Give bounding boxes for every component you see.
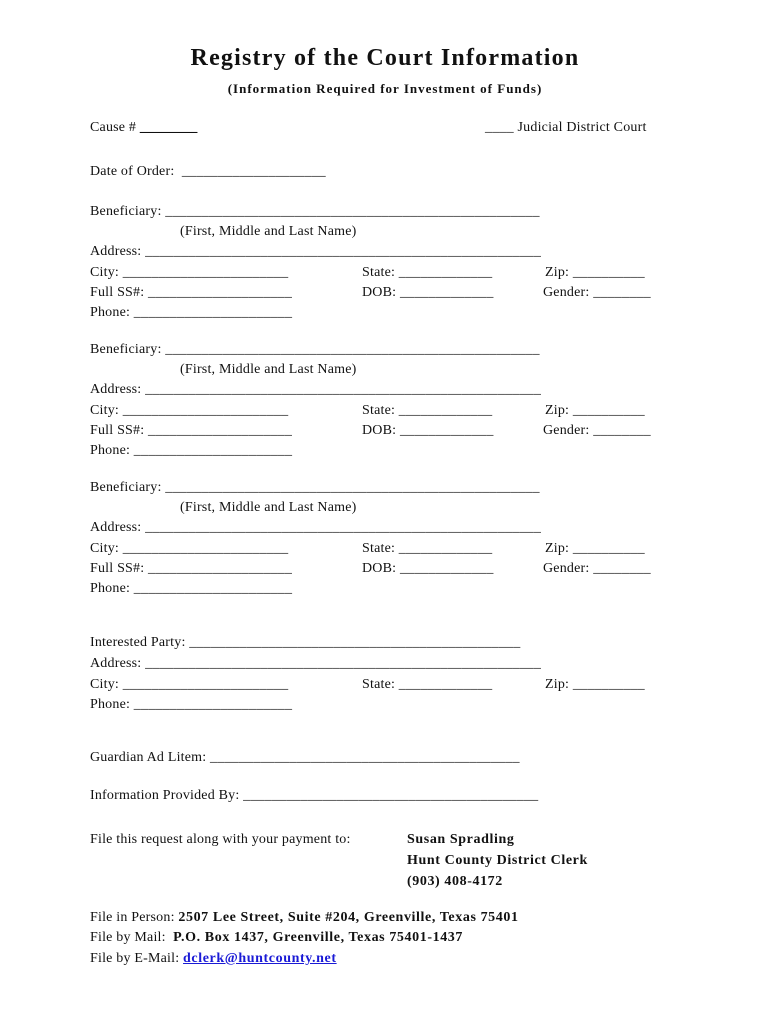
date-of-order-field[interactable] xyxy=(90,164,326,180)
beneficiary-state-field[interactable]: State: _____________ xyxy=(362,541,493,556)
interested-party-state-field[interactable]: State: _____________ xyxy=(362,677,493,692)
interested-party-field[interactable]: Interested Party: ______________________________________________ xyxy=(90,635,521,650)
file-in-person-label: File in Person: xyxy=(90,910,175,925)
clerk-phone: (903) 408-4172 xyxy=(407,874,503,889)
interested-party-address-field[interactable]: Address: _______________________________________________________ xyxy=(90,656,542,671)
beneficiary-address-field[interactable]: Address: _______________________________________________________ xyxy=(90,244,542,259)
court-blank[interactable]: ____ xyxy=(485,120,514,135)
beneficiary-address-field[interactable]: Address: _______________________________________________________ xyxy=(90,520,542,535)
beneficiary-city-field[interactable]: City: _______________________ xyxy=(90,265,289,280)
interested-party-phone-field[interactable]: Phone: ______________________ xyxy=(90,697,293,712)
beneficiary-gender-field[interactable]: Gender: ________ xyxy=(543,423,651,438)
cause-label: Cause # xyxy=(90,120,137,135)
file-in-person-line xyxy=(90,910,519,926)
payment-instruction: File this request along with your payment to: xyxy=(90,832,351,847)
name-hint: (First, Middle and Last Name) xyxy=(180,362,357,377)
beneficiary-name-field[interactable]: Beneficiary: ____________________________________________________ xyxy=(90,342,540,357)
beneficiary-zip-field[interactable]: Zip: __________ xyxy=(545,403,645,418)
file-in-person-address: 2507 Lee Street, Suite #204, Greenville, Texas 75401 xyxy=(178,910,519,925)
date-blank[interactable]: ____________________ xyxy=(181,164,326,179)
file-by-mail-line xyxy=(90,930,463,946)
beneficiary-gender-field[interactable]: Gender: ________ xyxy=(543,561,651,576)
beneficiary-phone-field[interactable]: Phone: ______________________ xyxy=(90,581,293,596)
beneficiary-city-field[interactable]: City: _______________________ xyxy=(90,403,289,418)
interested-party-city-field[interactable]: City: _______________________ xyxy=(90,677,289,692)
beneficiary-gender-field[interactable]: Gender: ________ xyxy=(543,285,651,300)
page-subtitle: (Information Required for Investment of Funds) xyxy=(227,81,543,96)
beneficiary-ssn-field[interactable]: Full SS#: ____________________ xyxy=(90,561,293,576)
beneficiary-zip-field[interactable]: Zip: __________ xyxy=(545,541,645,556)
beneficiary-phone-field[interactable]: Phone: ______________________ xyxy=(90,305,293,320)
beneficiary-state-field[interactable]: State: _____________ xyxy=(362,403,493,418)
beneficiary-dob-field[interactable]: DOB: _____________ xyxy=(362,285,494,300)
beneficiary-address-field[interactable]: Address: _______________________________________________________ xyxy=(90,382,542,397)
beneficiary-dob-field[interactable]: DOB: _____________ xyxy=(362,561,494,576)
clerk-office: Hunt County District Clerk xyxy=(407,853,588,868)
cause-blank[interactable]: ________ xyxy=(139,120,198,135)
beneficiary-name-field[interactable]: Beneficiary: ____________________________________________________ xyxy=(90,480,540,495)
information-provided-by-field[interactable]: Information Provided By: _________________________________________ xyxy=(90,788,539,803)
beneficiary-ssn-field[interactable]: Full SS#: ____________________ xyxy=(90,423,293,438)
beneficiary-dob-field[interactable]: DOB: _____________ xyxy=(362,423,494,438)
file-by-mail-address: P.O. Box 1437, Greenville, Texas 75401-1437 xyxy=(173,930,463,945)
cause-number-field[interactable] xyxy=(90,120,197,136)
email-link[interactable]: dclerk@huntcounty.net xyxy=(183,951,337,966)
beneficiary-city-field[interactable]: City: _______________________ xyxy=(90,541,289,556)
file-by-email-label: File by E-Mail: xyxy=(90,951,180,966)
file-by-mail-label: File by Mail: xyxy=(90,930,166,945)
clerk-name: Susan Spradling xyxy=(407,832,515,847)
court-field[interactable] xyxy=(485,120,647,136)
beneficiary-phone-field[interactable]: Phone: ______________________ xyxy=(90,443,293,458)
name-hint: (First, Middle and Last Name) xyxy=(180,500,357,515)
file-by-email-line xyxy=(90,951,337,967)
beneficiary-name-field[interactable]: Beneficiary: ____________________________________________________ xyxy=(90,204,540,219)
date-label: Date of Order: xyxy=(90,164,175,179)
interested-party-zip-field[interactable]: Zip: __________ xyxy=(545,677,645,692)
name-hint: (First, Middle and Last Name) xyxy=(180,224,357,239)
beneficiary-ssn-field[interactable]: Full SS#: ____________________ xyxy=(90,285,293,300)
guardian-ad-litem-field[interactable]: Guardian Ad Litem: ___________________________________________ xyxy=(90,750,520,765)
page-title: Registry of the Court Information xyxy=(190,45,580,71)
court-label: Judicial District Court xyxy=(517,120,647,135)
beneficiary-state-field[interactable]: State: _____________ xyxy=(362,265,493,280)
beneficiary-zip-field[interactable]: Zip: __________ xyxy=(545,265,645,280)
